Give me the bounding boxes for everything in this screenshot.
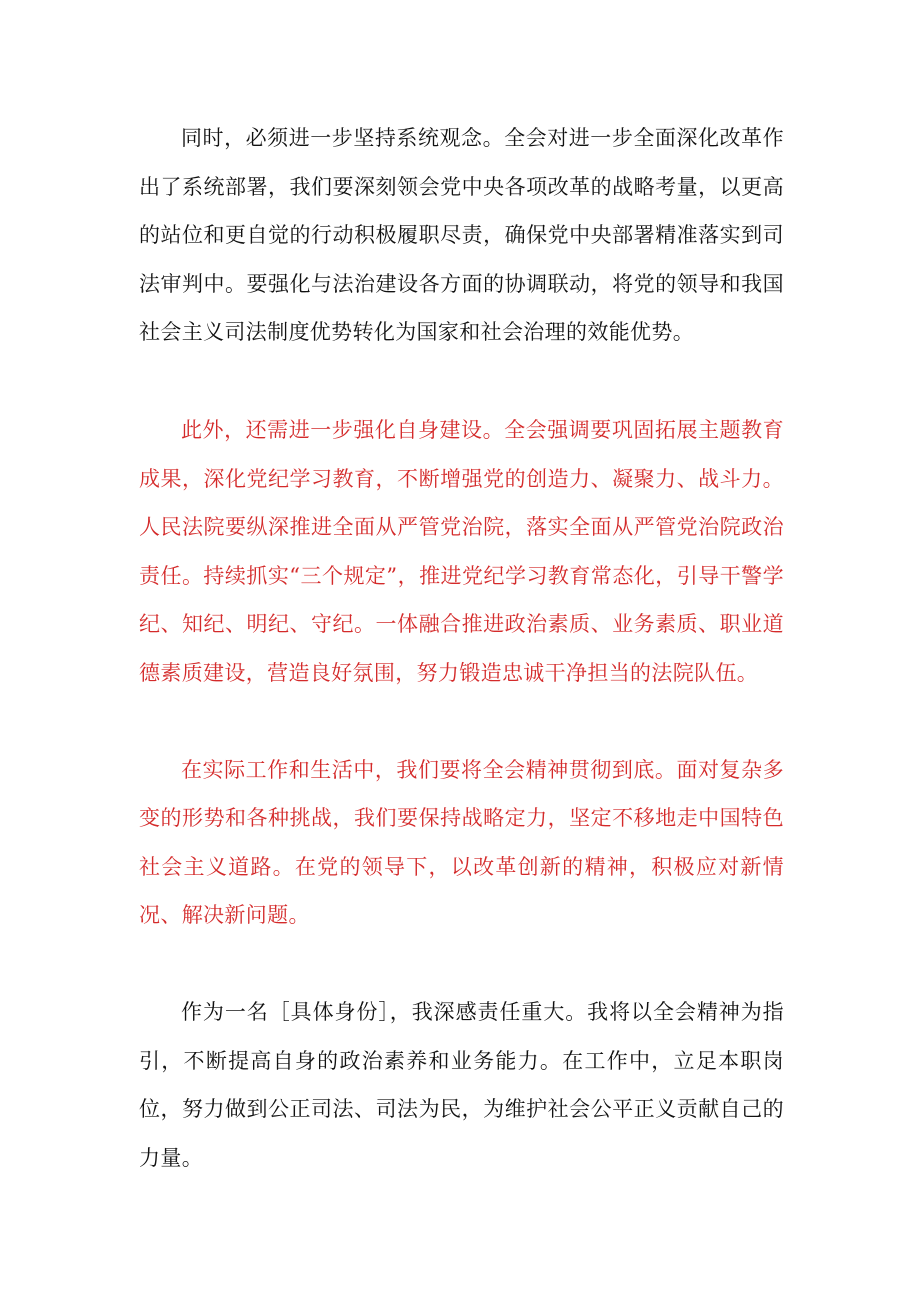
document-body xyxy=(139,114,784,1182)
paragraph-self-construction: 此外，还需进一步强化自身建设。全会强调要巩固拓展主题教育成果，深化党纪学习教育，不断增强党的创造力、凝聚力、战斗力。人民法院要纵深推进全面从严管党治院，落实全面从严管党治院政治责任。持续抓实“三个规定”，推进党纪学习教育常态化，引导干警学纪、知纪、明纪、守纪。一体融合推进政治素质、业务素质、职业道德素质建设，营造良好氛围，努力锻造忠诚干净担当的法院队伍。 xyxy=(139,417,784,685)
paragraph-system-concept: 同时，必须进一步坚持系统观念。全会对进一步全面深化改革作出了系统部署，我们要深刻领会党中央各项改革的战略考量，以更高的站位和更自觉的行动积极履职尽责，确保党中央部署精准落实到司法审判中。要强化与法治建设各方面的协调联动，将党的领导和我国社会主义司法制度优势转化为国家和社会治理的效能优势。 xyxy=(139,126,784,345)
paragraph-practical-work: 在实际工作和生活中，我们要将全会精神贯彻到底。面对复杂多变的形势和各种挑战，我们要保持战略定力，坚定不移地走中国特色社会主义道路。在党的领导下，以改革创新的精神，积极应对新情况、解决新问题。 xyxy=(139,757,784,928)
paragraph-spacer xyxy=(139,357,784,406)
paragraph-spacer xyxy=(139,940,784,988)
paragraph-spacer xyxy=(139,698,784,746)
paragraph-personal-commitment: 作为一名［具体身份］，我深感责任重大。我将以全会精神为指引，不断提高自身的政治素养和业务能力。在工作中，立足本职岗位，努力做到公正司法、司法为民，为维护社会公平正义贡献自己的力量。 xyxy=(139,999,784,1170)
